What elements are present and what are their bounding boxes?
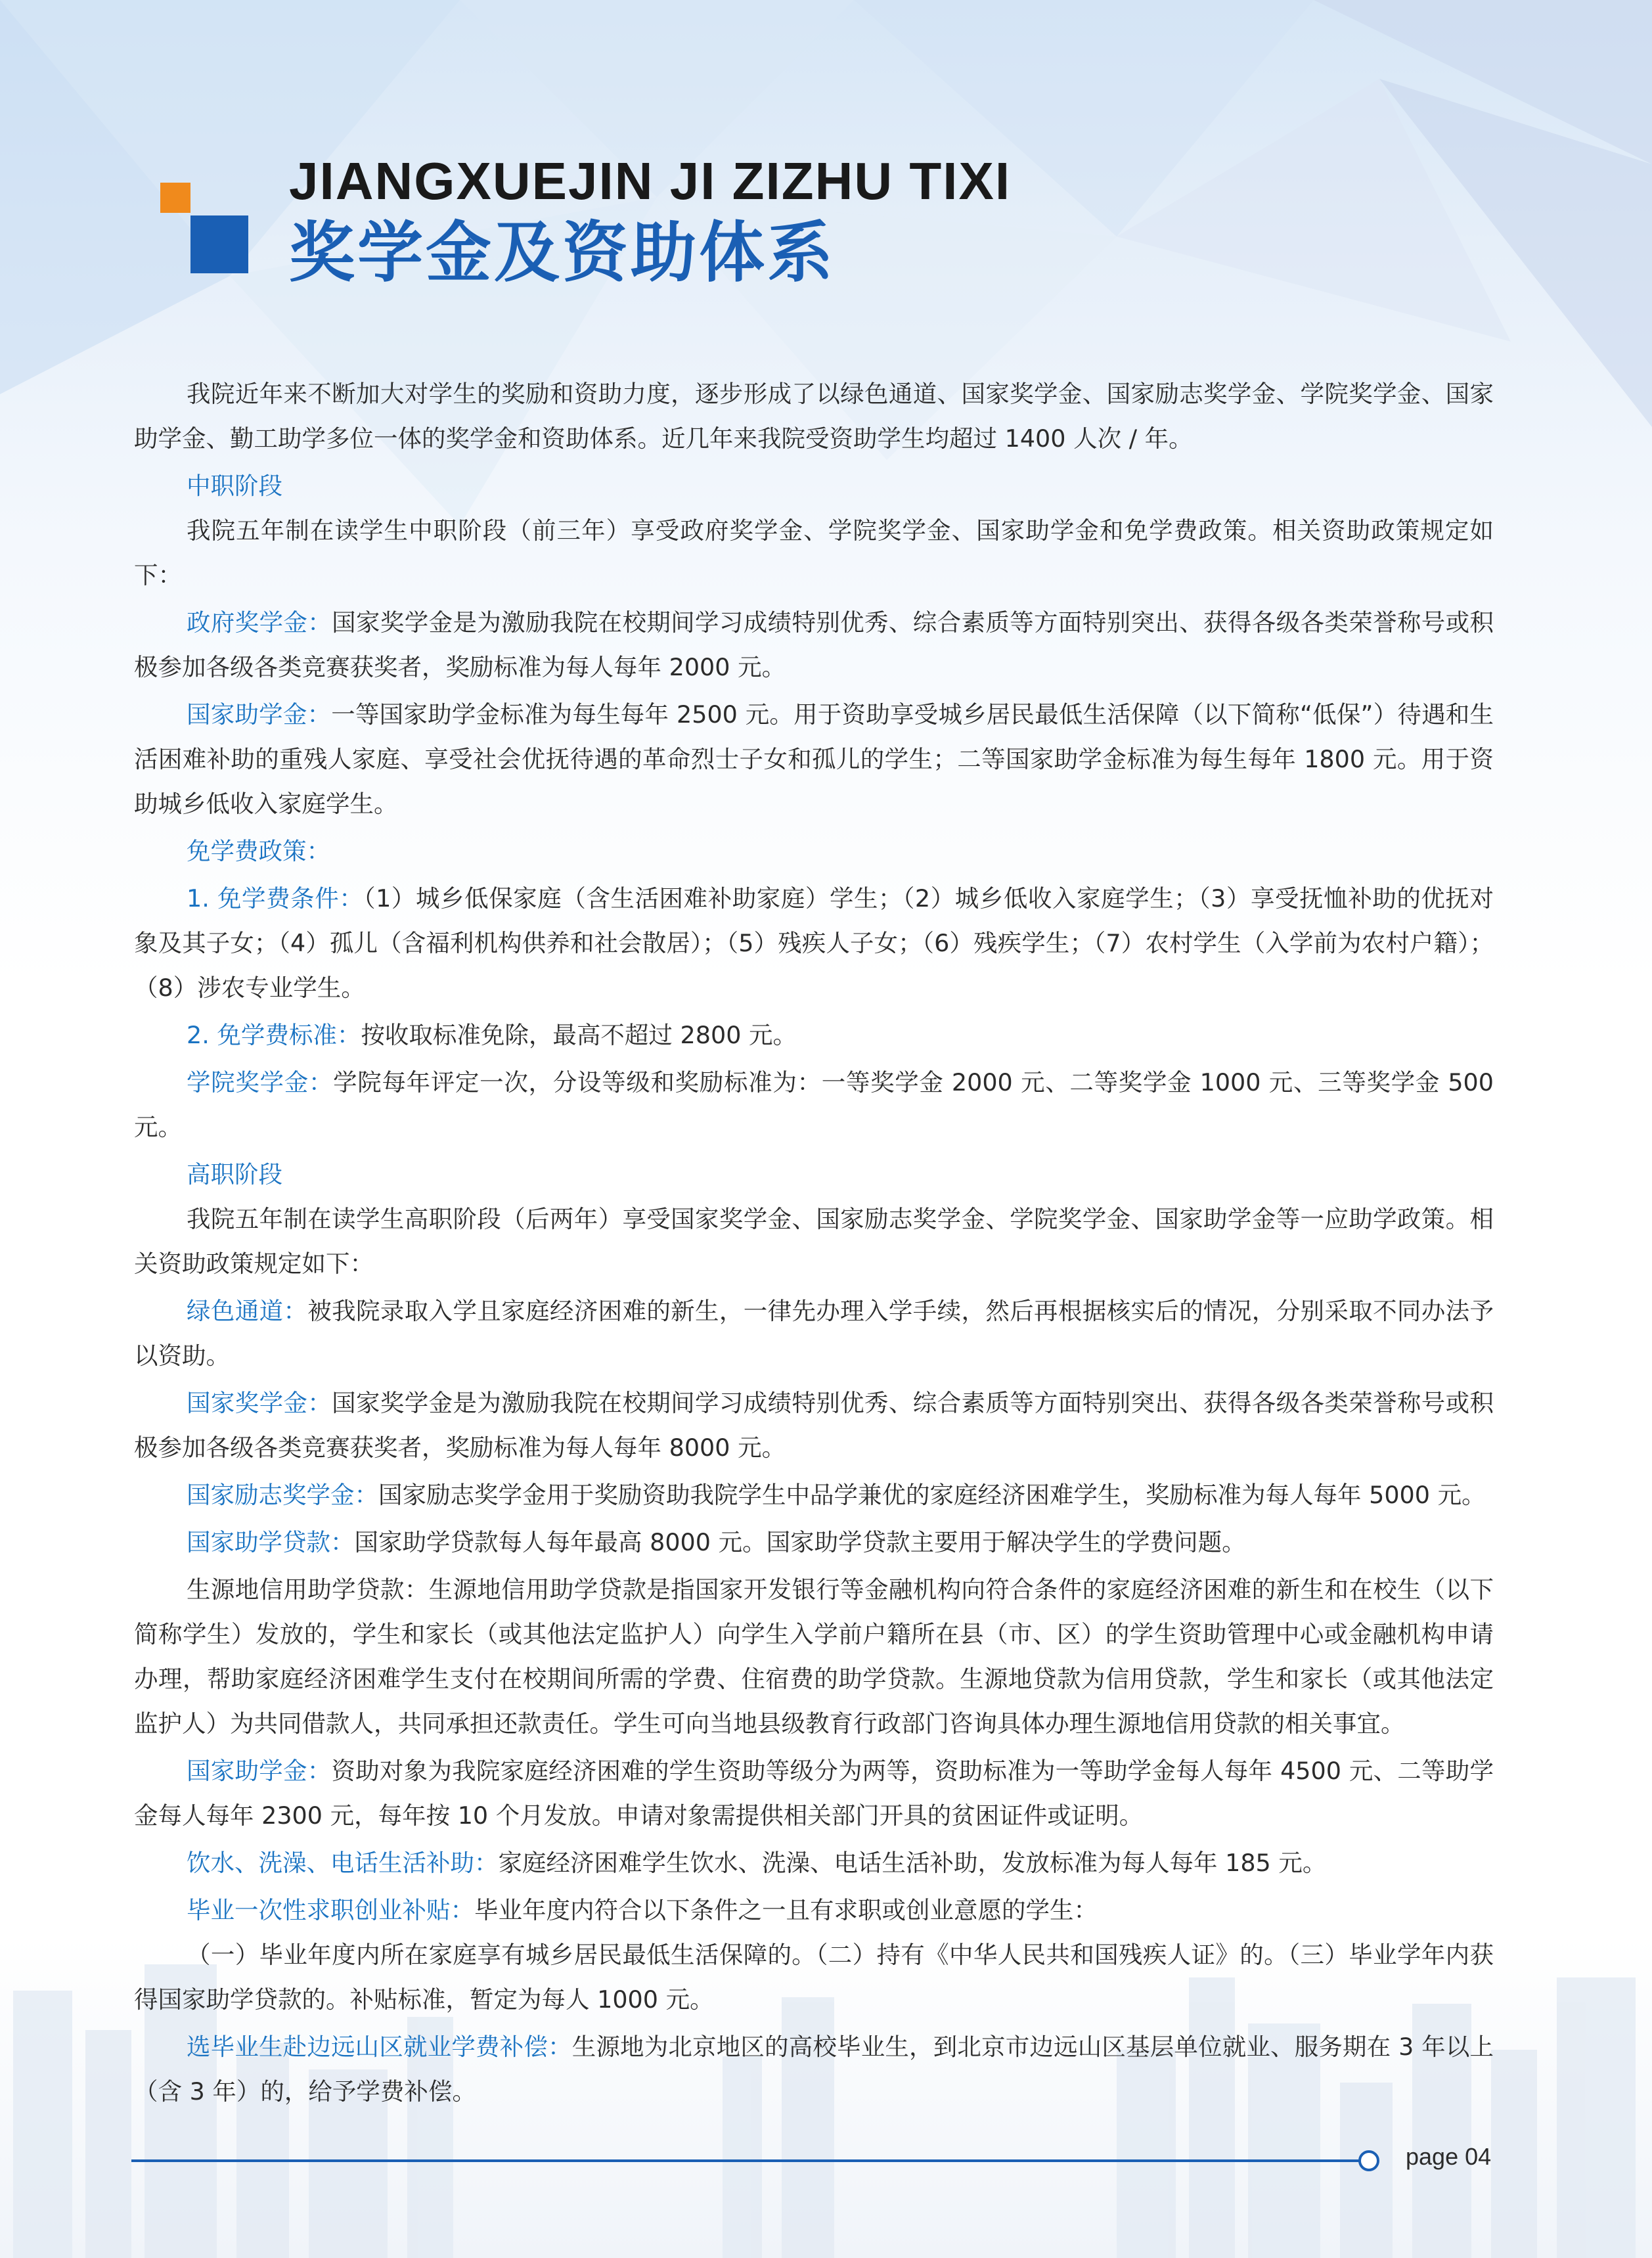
tuition-free-standard-label: 2. 免学费标准： [187,1021,361,1049]
zz-national-grant-text: 一等国家助学金标准为每生每年 2500 元。用于资助享受城乡居民最低生活保障（以下简称“低保”）待遇和生活困难补助的重残人家庭、享受社会优抚待遇的革命烈士子女和孤儿的学生；二等国家助学金标准为每生每年 1800 元。用于资助城乡低收入家庭学生。 [134,700,1494,818]
page-number: page 04 [1406,2143,1492,2170]
remote-area-text: 生源地为北京地区的高校毕业生，到北京市边远山区基层单位就业、服务期在 3 年以上（含 3 年）的，给予学费补偿。 [134,2033,1494,2106]
zz-national-grant-label: 国家助学金： [187,700,332,729]
intro-paragraph: 我院近年来不断加大对学生的奖励和资助力度，逐步形成了以绿色通道、国家奖学金、国家励志奖学金、学院奖学金、国家助学金、勤工助学多位一体的奖学金和资助体系。近几年来我院受资助学生均超过 1400 人次 / 年。 [134,380,1494,453]
national-scholarship-paragraph [134,1381,1494,1470]
gaozhi-intro: 我院五年制在读学生高职阶段（后两年）享受国家奖学金、国家励志奖学金、学院奖学金、国家助学金等一应助学政策。相关资助政策规定如下： [134,1205,1494,1278]
inspiration-scholarship-text: 国家励志奖学金用于奖励资助我院学生中品学兼优的家庭经济困难学生，奖励标准为每人每年 5000 元。 [378,1481,1486,1509]
tuition-free-conditions-label: 1. 免学费条件： [187,884,364,913]
section-heading-zhongzhi: 中职阶段 [187,472,282,500]
gov-scholarship-paragraph [134,600,1494,690]
college-scholarship-text: 学院每年评定一次，分设等级和奖励标准为：一等奖学金 2000 元、二等奖学金 1000 元、三等奖学金 500 元。 [134,1068,1494,1141]
title-deco-blue-square [190,215,248,273]
living-subsidy-label: 饮水、洗澡、电话生活补助： [187,1849,499,1877]
living-subsidy-text: 家庭经济困难学生饮水、洗澡、电话生活补助，发放标准为每人每年 185 元。 [498,1849,1327,1877]
green-channel-label: 绿色通道： [187,1297,308,1325]
zhongzhi-intro: 我院五年制在读学生中职阶段（前三年）享受政府奖学金、学院奖学金、国家助学金和免学费政策。相关资助政策规定如下： [134,516,1494,589]
tuition-free-standard-paragraph [134,1013,1494,1058]
remote-area-paragraph [134,2025,1494,2114]
inspiration-scholarship-label: 国家励志奖学金： [187,1481,378,1509]
tuition-free-heading: 免学费政策： [187,837,330,865]
gz-national-grant-text: 资助对象为我院家庭经济困难的学生资助等级分为两等，资助标准为一等助学金每人每年 4500 元、二等助学金每人每年 2300 元，每年按 10 个月发放。申请对象需提供相关部门开具的贫困证件或证明。 [134,1757,1494,1830]
tuition-free-standard-text: 按收取标准免除，最高不超过 2800 元。 [361,1021,797,1049]
college-scholarship-label: 学院奖学金： [187,1068,334,1096]
student-loan-paragraph [134,1520,1494,1565]
gz-national-grant-paragraph [134,1749,1494,1838]
zz-national-grant-paragraph [134,692,1494,826]
section-heading-gaozhi: 高职阶段 [187,1160,282,1188]
job-subsidy-detail: （一）毕业年度内所在家庭享有城乡居民最低生活保障的。（二）持有《中华人民共和国残疾人证》的。（三）毕业学年内获得国家助学贷款的。补贴标准，暂定为每人 1000 元。 [134,1941,1494,2014]
remote-area-label: 选毕业生赴边远山区就业学费补偿： [187,2033,572,2061]
living-subsidy-paragraph [134,1841,1494,1885]
footer-circle-icon [1358,2150,1379,2171]
tuition-free-conditions-text: （1）城乡低保家庭（含生活困难补助家庭）学生；（2）城乡低收入家庭学生；（3）享受抚恤补助的优抚对象及其子女；（4）孤儿（含福利机构供养和社会散居）；（5）残疾人子女；（6）残疾学生；（7）农村学生（入学前为农村户籍）；（8）涉农专业学生。 [134,884,1494,1002]
credit-loan-paragraph: 生源地信用助学贷款：生源地信用助学贷款是指国家开发银行等金融机构向符合条件的家庭经济困难的新生和在校生（以下简称学生）发放的，学生和家长（或其他法定监护人）向学生入学前户籍所在县（市、区）的学生资助管理中心或金融机构申请办理，帮助家庭经济困难学生支付在校期间所需的学费、住宿费的助学贷款。生源地贷款为信用贷款，学生和家长（或其他法定监护人）为共同借款人，共同承担还款责任。学生可向当地县级教育行政部门咨询具体办理生源地信用贷款的相关事宜。 [134,1575,1494,1738]
job-subsidy-label: 毕业一次性求职创业补贴： [187,1896,474,1924]
job-subsidy-paragraph [134,1888,1494,1933]
title-deco-orange-square [160,183,190,213]
inspiration-scholarship-paragraph [134,1473,1494,1518]
college-scholarship-paragraph [134,1060,1494,1150]
page-title-en: JIANGXUEJIN JI ZIZHU TIXI [289,152,1012,210]
student-loan-label: 国家助学贷款： [187,1528,355,1556]
national-scholarship-label: 国家奖学金： [187,1389,332,1417]
footer-rule [131,2159,1360,2162]
gov-scholarship-label: 政府奖学金： [187,608,332,637]
green-channel-text: 被我院录取入学且家庭经济困难的新生，一律先办理入学手续，然后再根据核实后的情况，分别采取不同办法予以资助。 [134,1297,1494,1370]
gz-national-grant-label: 国家助学金： [187,1757,332,1785]
green-channel-paragraph [134,1289,1494,1378]
main-content [134,372,1494,2114]
tuition-free-conditions-paragraph [134,876,1494,1010]
job-subsidy-text: 毕业年度内符合以下条件之一且有求职或创业意愿的学生： [474,1896,1098,1924]
student-loan-text: 国家助学贷款每人每年最高 8000 元。国家助学贷款主要用于解决学生的学费问题。 [354,1528,1246,1556]
page-title-cn: 奖学金及资助体系 [289,214,836,291]
national-scholarship-text: 国家奖学金是为激励我院在校期间学习成绩特别优秀、综合素质等方面特别突出、获得各级各类荣誉称号或积极参加各级各类竞赛获奖者，奖励标准为每人每年 8000 元。 [134,1389,1494,1462]
gov-scholarship-text: 国家奖学金是为激励我院在校期间学习成绩特别优秀、综合素质等方面特别突出、获得各级各类荣誉称号或积极参加各级各类竞赛获奖者，奖励标准为每人每年 2000 元。 [134,608,1494,681]
